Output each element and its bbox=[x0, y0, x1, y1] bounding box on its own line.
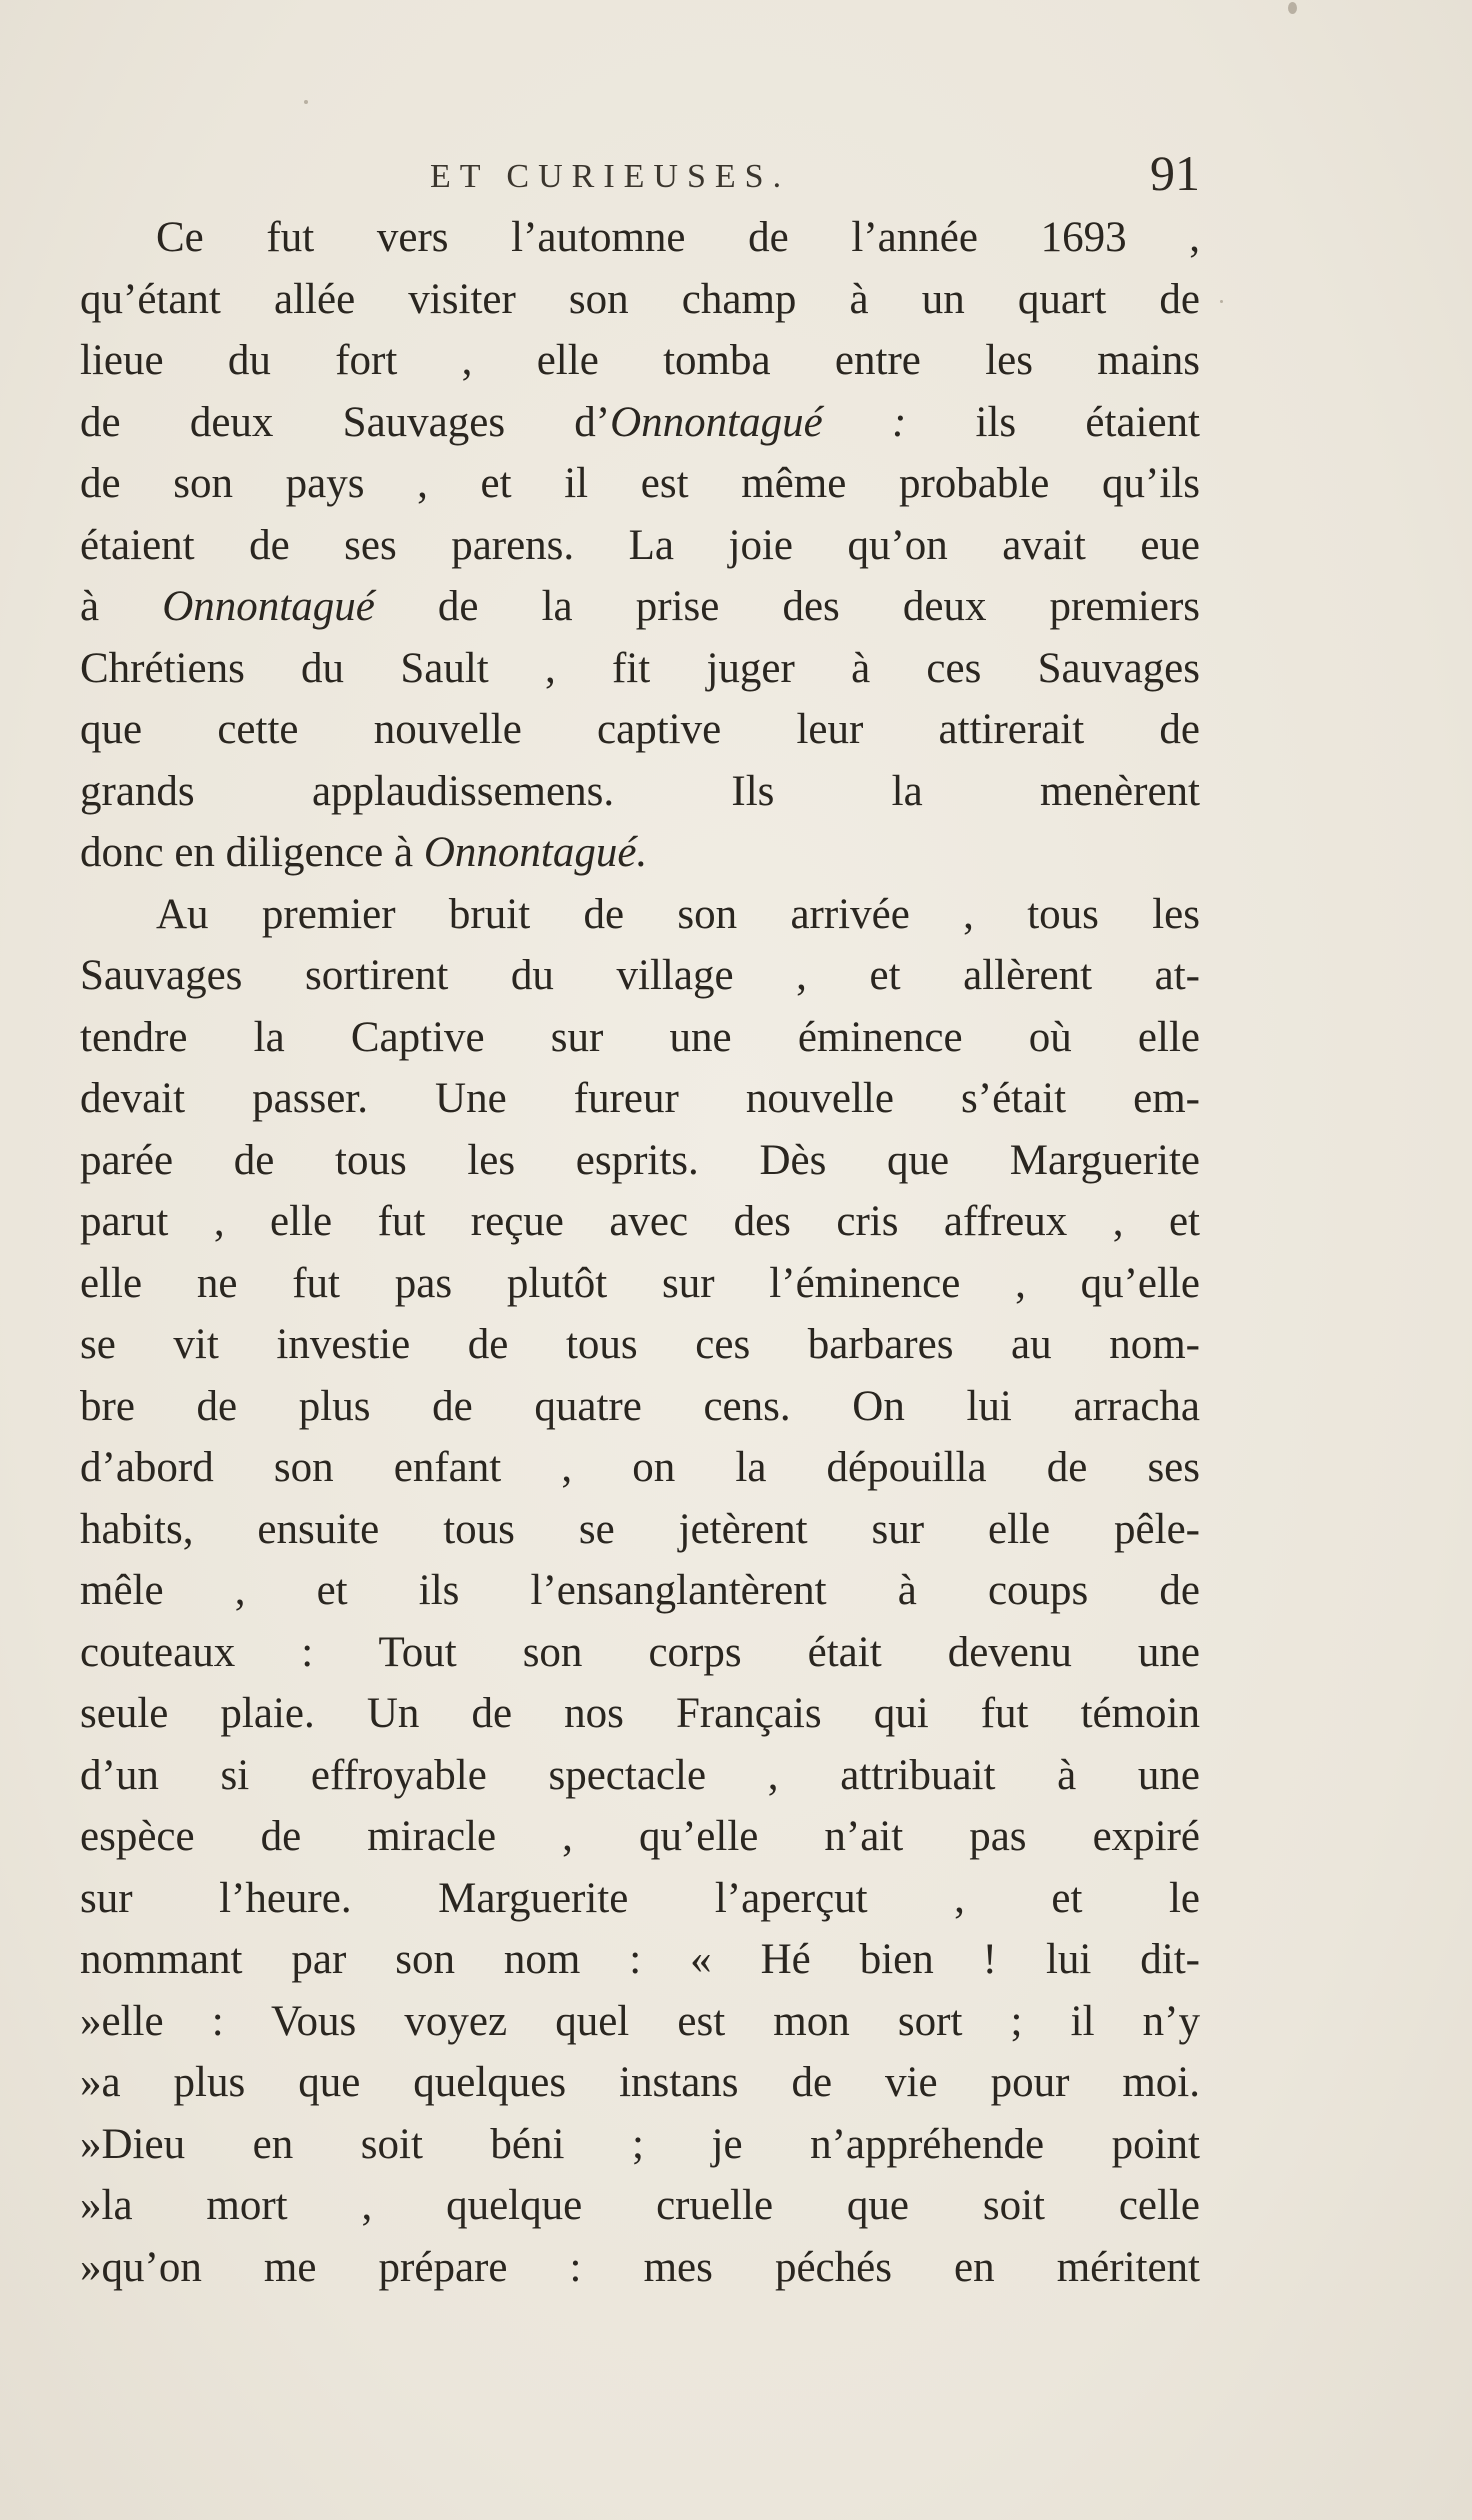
text-line: de deux Sauvages d’Onnontagué : ils étaient bbox=[80, 398, 1200, 446]
paper-speck bbox=[304, 100, 308, 104]
text-line: Chrétiens du Sault , fit juger à ces Sauvages bbox=[80, 644, 1200, 692]
text-line: »Dieu en soit béni ; je n’appréhende point bbox=[80, 2120, 1200, 2168]
text-line: lieue du fort , elle tomba entre les mains bbox=[80, 337, 1200, 384]
text-line: nommant par son nom : « Hé bien ! lui dit- bbox=[80, 1936, 1200, 1983]
paper-speck bbox=[1288, 2, 1297, 14]
text-line: parut , elle fut reçue avec des cris affreux , et bbox=[80, 1198, 1200, 1245]
text-line: sur l’heure. Marguerite l’aperçut , et le bbox=[80, 1874, 1200, 1922]
text-line: espèce de miracle , qu’elle n’ait pas expiré bbox=[80, 1813, 1200, 1860]
quote-mark: » bbox=[80, 2243, 102, 2291]
text-line: couteaux : Tout son corps était devenu une bbox=[80, 1628, 1200, 1676]
text-line: »la mort , quelque cruelle que soit celle bbox=[80, 2182, 1200, 2229]
text-line: »a plus que quelques instans de vie pour moi. bbox=[80, 2059, 1200, 2106]
page-number: 91 bbox=[1150, 145, 1200, 201]
quote-mark: » bbox=[80, 2120, 102, 2168]
text-line: »elle : Vous voyez quel est mon sort ; il n’y bbox=[80, 1997, 1200, 2045]
text-line: »qu’on me prépare : mes péchés en méritent bbox=[80, 2243, 1200, 2291]
text-line: étaient de ses parens. La joie qu’on avait eue bbox=[80, 521, 1200, 569]
place-name: Onnontagué bbox=[162, 583, 375, 630]
text-line: habits, ensuite tous se jetèrent sur elle pêle- bbox=[80, 1505, 1200, 1553]
place-name: Onnontagué. bbox=[423, 829, 648, 876]
text-line: donc en diligence à Onnontagué. bbox=[80, 829, 648, 876]
text-line: d’abord son enfant , on la dépouilla de ses bbox=[80, 1444, 1200, 1491]
text-line: grands applaudissemens. Ils la menèrent bbox=[80, 767, 1200, 815]
text-line: elle ne fut pas plutôt sur l’éminence , qu’elle bbox=[80, 1259, 1200, 1307]
text-line: à Onnontagué de la prise des deux premiers bbox=[80, 583, 1200, 630]
page-header bbox=[80, 145, 1200, 210]
text-line: mêle , et ils l’ensanglantèrent à coups de bbox=[80, 1567, 1200, 1614]
text-line: tendre la Captive sur une éminence où elle bbox=[80, 1013, 1200, 1061]
text-line: seule plaie. Un de nos Français qui fut témoin bbox=[80, 1690, 1200, 1737]
text-line: parée de tous les esprits. Dès que Marguerite bbox=[80, 1136, 1200, 1184]
quote-mark: » bbox=[80, 1997, 102, 2045]
text-line: Ce fut vers l’automne de l’année 1693 , bbox=[156, 214, 1200, 261]
text-line: Sauvages sortirent du village , et allèrent at- bbox=[80, 952, 1200, 999]
running-head: ET CURIEUSES. bbox=[430, 158, 791, 195]
text-line: qu’étant allée visiter son champ à un quart de bbox=[80, 275, 1200, 323]
quote-mark: » bbox=[80, 2182, 102, 2229]
text-line: Au premier bruit de son arrivée , tous les bbox=[156, 890, 1200, 938]
text-line: se vit investie de tous ces barbares au nom- bbox=[80, 1321, 1200, 1368]
paper-speck bbox=[1220, 300, 1223, 303]
text-line: de son pays , et il est même probable qu’ils bbox=[80, 460, 1200, 507]
quote-mark: » bbox=[80, 2059, 102, 2106]
text-line: bre de plus de quatre cens. On lui arracha bbox=[80, 1382, 1200, 1430]
place-name: Onnontagué : bbox=[610, 398, 907, 446]
text-line: devait passer. Une fureur nouvelle s’était em- bbox=[80, 1075, 1200, 1122]
text-line: d’un si effroyable spectacle , attribuait à une bbox=[80, 1751, 1200, 1799]
body-text bbox=[80, 207, 1200, 2298]
text-line: que cette nouvelle captive leur attirerait de bbox=[80, 706, 1200, 753]
